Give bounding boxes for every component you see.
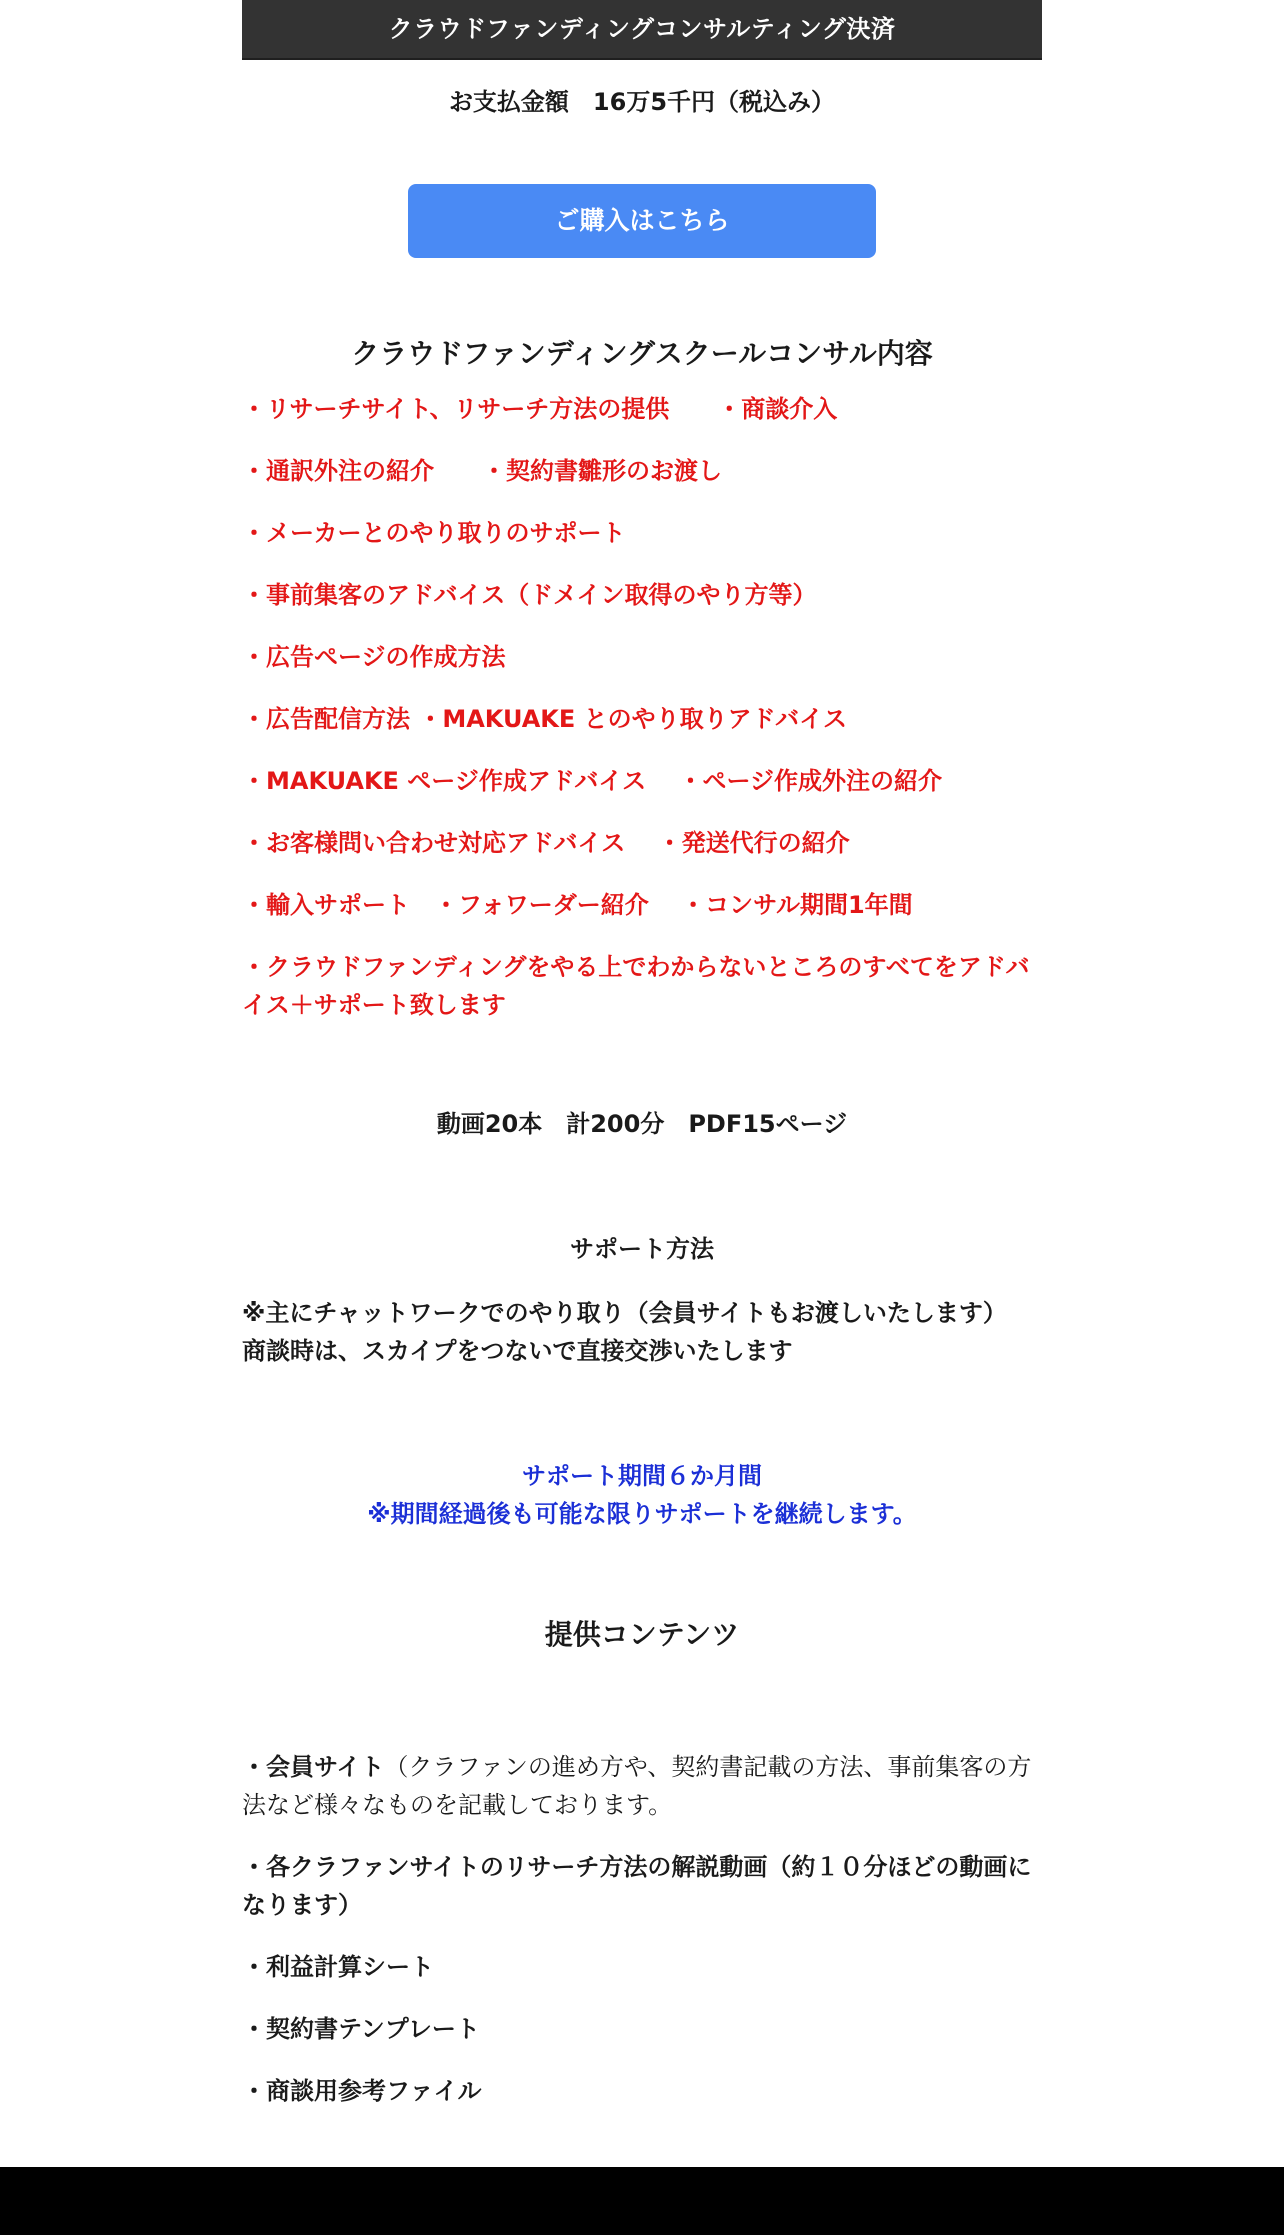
consult-heading: クラウドファンディングスクールコンサル内容 bbox=[351, 337, 933, 370]
provided-item: ・商談用参考ファイル bbox=[242, 2077, 482, 2105]
support-period-line: サポート期間６か月間 bbox=[522, 1462, 762, 1490]
support-line: 商談時は、スカイプをつないで直接交渉いたします bbox=[242, 1337, 793, 1365]
support-heading: サポート方法 bbox=[570, 1235, 714, 1263]
support-period bbox=[242, 1457, 1042, 1533]
provided-item: ・利益計算シート bbox=[242, 1953, 434, 1981]
provided-list bbox=[242, 1748, 1042, 2110]
video-info: 動画20本 計200分 PDF15ページ bbox=[436, 1110, 848, 1138]
consult-item: ・クラウドファンディングをやる上でわからないところのすべてをアドバイス＋サポート致します bbox=[242, 953, 1030, 1019]
consult-item: ・広告配信方法 ・MAKUAKE とのやり取りアドバイス bbox=[242, 705, 847, 733]
provided-heading: 提供コンテンツ bbox=[544, 1618, 740, 1651]
consult-item: ・メーカーとのやり取りのサポート bbox=[242, 519, 626, 547]
page-content bbox=[242, 0, 1042, 2134]
purchase-button[interactable]: ご購入はこちら bbox=[408, 184, 876, 258]
member-site-note: （クラファンの進め方や、契約書記載の方法、事前集客の方法など様々なものを記載しております。 bbox=[242, 1753, 1032, 1819]
payment-amount: お支払金額 16万5千円（税込み） bbox=[448, 88, 836, 116]
consult-item: ・リサーチサイト、リサーチ方法の提供 ・商談介入 bbox=[242, 395, 838, 423]
support-description bbox=[242, 1294, 1042, 1370]
support-line: ※主にチャットワークでのやり取り（会員サイトもお渡しいたします） bbox=[242, 1299, 1007, 1327]
provided-item: ・契約書テンプレート bbox=[242, 2015, 480, 2043]
consult-item: ・お客様問い合わせ対応アドバイス ・発送代行の紹介 bbox=[242, 829, 850, 857]
consult-item: ・広告ページの作成方法 bbox=[242, 643, 506, 671]
consult-item: ・通訳外注の紹介 ・契約書雛形のお渡し bbox=[242, 457, 722, 485]
provided-item-member-site bbox=[242, 1748, 1042, 1824]
purchase-section bbox=[242, 184, 1042, 258]
consult-item: ・MAKUAKE ページ作成アドバイス ・ページ作成外注の紹介 bbox=[242, 767, 942, 795]
member-site-label: ・会員サイト bbox=[242, 1753, 385, 1781]
support-period-line: ※期間経過後も可能な限りサポートを継続します。 bbox=[367, 1500, 917, 1528]
consult-list bbox=[242, 390, 1042, 1024]
consult-item: ・輸入サポート ・フォワーダー紹介 ・コンサル期間1年間 bbox=[242, 891, 913, 919]
bottom-bar bbox=[0, 2167, 1284, 2235]
page-title: クラウドファンディングコンサルティング決済 bbox=[242, 0, 1042, 60]
provided-item: ・各クラファンサイトのリサーチ方法の解説動画（約１０分ほどの動画になります） bbox=[242, 1853, 1032, 1919]
consult-item: ・事前集客のアドバイス（ドメイン取得のやり方等） bbox=[242, 581, 817, 609]
